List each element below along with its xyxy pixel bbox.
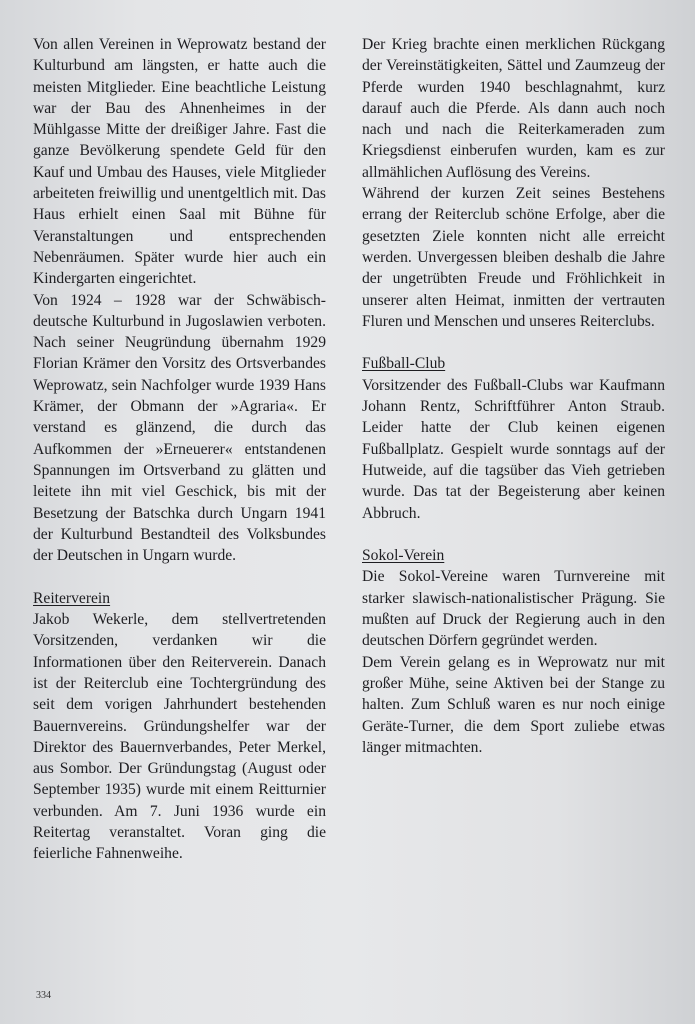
page-number: 334: [36, 990, 51, 1001]
paragraph-fussball-club: Vorsitzender des Fußball-Clubs war Kaufmann Johann Rentz, Schriftführer Anton Straub. Leider hatte der Club keinen eigenen Fußballplatz. Gespielt wurde sonntags auf der Hutweide, auf die tagsüber das Vieh getrieben wurde. Das tat der Begeisterung aber keinen Abbruch.: [362, 376, 665, 522]
right-column: [362, 34, 665, 758]
left-column: [33, 34, 326, 865]
paragraph-sokol-intro: Die Sokol-Vereine waren Turnvereine mit starker slawisch-nationalistischer Prägung. Sie mußten auf Druck der Regierung auch in den deutschen Dörfern gegründet werden.: [362, 568, 665, 650]
paragraph-krieg: Der Krieg brachte einen merklichen Rückgang der Vereinstätigkeiten, Sättel und Zaumzeug der Pferde wurden 1940 beschlagnahmt, kurz darauf auch die Pferde. Als dann auch noch nach und nach die Reiterkameraden zum Kriegsdienst einberufen wurden, kam es zur allmählichen Auflösung des Vereins.: [362, 36, 665, 181]
paragraph-sokol-end: Dem Verein gelang es in Weprowatz nur mit großer Mühe, seine Aktiven bei der Stange zu halten. Zum Schluß waren es nur noch einige Geräte-Turner, die dem Sport zuliebe etwas länger mitmachten.: [362, 653, 665, 756]
heading-sokol-verein: Sokol-Verein: [362, 547, 445, 565]
heading-fussball-club: Fußball-Club: [362, 355, 446, 373]
paragraph-reiterverein: Jakob Wekerle, dem stellvertretenden Vorsitzenden, verdanken wir die Informationen über den Reiterverein. Danach ist der Reiterclub eine Tochtergründung des seit dem vorigen Jahrhundert bestehenden Bauernvereins. Gründungshelfer war der Direktor des Bauernverbandes, Peter Merkel, aus Sombor. Der Gründungstag (August oder September 1935) wurde mit einem Reitturnier verbunden. Am 7. Juni 1936 wurde ein Reitertag veranstaltet. Voran ging die feierliche Fahnenweihe.: [33, 611, 326, 863]
paragraph-reiterclub-erfolge: Während der kurzen Zeit seines Bestehens errang der Reiterclub schöne Erfolge, aber die gesetzten Ziele konnten nicht alle erreicht werden. Unvergessen bleiben deshalb die Jahre der ungetrübten Freude und Fröhlichkeit in unserer alten Heimat, inmitten der vertrauten Fluren und Menschen und unseres Reiterclubs.: [362, 185, 665, 330]
heading-reiterverein: Reiterverein: [33, 589, 111, 607]
paragraph-kulturbund-history: Von 1924 – 1928 war der Schwäbisch-deutsche Kulturbund in Jugoslawien verboten. Nach seiner Neugründung übernahm 1929 Florian Krämer den Vorsitz des Ortsverbandes Weprowatz, sein Nachfolger wurde 1939 Hans Krämer, der Obmann der »Agraria«. Er verstand es glänzend, die durch das Aufkommen der »Erneuerer« entstandenen Spannungen im Ortsverband zu glätten und leitete ihn mit viel Geschick, bis mit der Besetzung der Batschka durch Ungarn 1941 der Kulturbund Bestandteil des Volksbundes der Deutschen in Ungarn wurde.: [33, 291, 326, 565]
paragraph-kulturbund-intro: Von allen Vereinen in Weprowatz bestand der Kulturbund am längsten, er hatte auch die meisten Mitglieder. Eine beachtliche Leistung war der Bau des Ahnenheimes in der Mühlgasse Mitte der dreißiger Jahre. Fast die ganze Bevölkerung spendete Geld für den Kauf und Umbau des Hauses, viele Mitglieder arbeiteten freiwillig und unentgeltlich mit. Das Haus erhielt einen Saal mit Bühne für Veranstaltungen und entsprechenden Nebenräumen. Später wurde hier auch ein Kindergarten eingerichtet.: [33, 36, 326, 288]
